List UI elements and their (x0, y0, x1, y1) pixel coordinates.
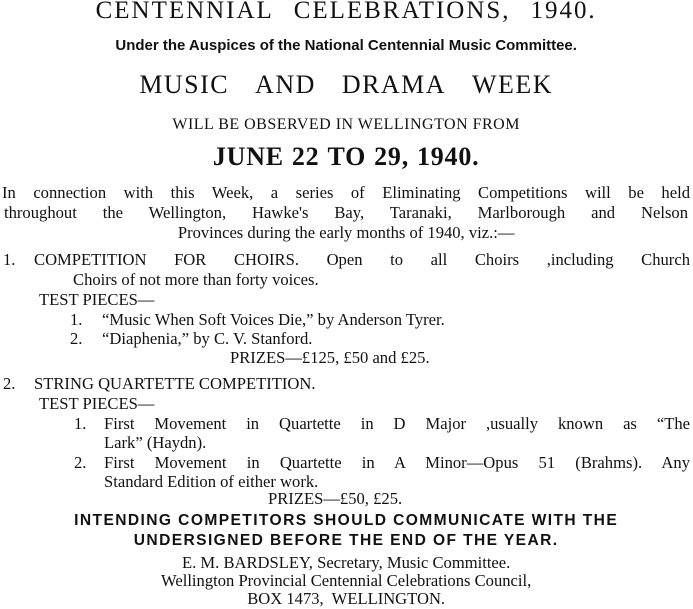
event-title (0, 70, 692, 100)
date-word: 29, (374, 142, 409, 171)
prizes-line: PRIZES—£50, £25. (268, 489, 403, 508)
test-piece: “Diaphenia,” by C. V. Stanford. (102, 329, 313, 348)
competition-number: 1. (3, 250, 16, 269)
main-title (0, 0, 692, 25)
observed-line: WILL BE OBSERVED IN WELLINGTON FROM (172, 116, 520, 133)
competition-title: COMPETITION FOR CHOIRS. Open to all Choirs ,including Church (34, 250, 690, 269)
title-word: CENTENNIAL (95, 0, 274, 24)
test-piece: First Movement in Quartette in D Major ,usually known as “The (104, 414, 690, 433)
date-word: 22 (291, 142, 320, 171)
competition-title-continued: Choirs of not more than forty voices. (73, 270, 319, 289)
test-piece: First Movement in Quartette in A Minor—Opus 51 (Brahms). Any (104, 453, 690, 472)
auspices-line: Under the Auspices of the National Centennial Music Committee. (115, 37, 577, 54)
prizes-line: PRIZES—£125, £50 and £25. (230, 348, 430, 367)
title-word: CELEBRATIONS, (293, 0, 511, 24)
competition-number: 2. (3, 374, 16, 393)
intro-line: In connection with this Week, a series of Eliminating Competitions will be held (2, 183, 690, 202)
test-piece-continued: Lark” (Haydn). (104, 433, 207, 452)
test-pieces-label: TEST PIECES— (39, 290, 155, 309)
piece-number: 2. (74, 453, 87, 472)
event-word: AND (255, 70, 316, 99)
piece-number: 1. (70, 310, 83, 329)
intro-line: Provinces during the early months of 1940, viz.:— (177, 223, 515, 242)
title-word: 1940. (530, 0, 597, 24)
notice-line: INTENDING COMPETITORS SHOULD COMMUNICATE WITH THE (74, 512, 619, 529)
piece-number: 1. (74, 414, 87, 433)
test-piece: “Music When Soft Voices Die,” by Anderson Tyrer. (102, 310, 445, 329)
date-word: JUNE (212, 142, 284, 171)
intro-line: throughout the Wellington, Hawke's Bay, Taranaki, Marlborough and Nelson (4, 203, 688, 222)
test-piece-continued: Standard Edition of either work. (104, 472, 319, 491)
notice-line: UNDERSIGNED BEFORE THE END OF THE YEAR. (133, 532, 559, 549)
date-word: TO (327, 142, 367, 171)
event-word: MUSIC (139, 70, 230, 99)
event-date (0, 142, 692, 172)
address-line: BOX 1473, WELLINGTON. (247, 589, 446, 608)
date-word: 1940. (416, 142, 480, 171)
event-word: DRAMA (341, 70, 447, 99)
piece-number: 2. (70, 329, 83, 348)
secretary-line: E. M. BARDSLEY, Secretary, Music Committee. (182, 553, 511, 572)
competition-title: STRING QUARTETTE COMPETITION. (34, 374, 316, 393)
test-pieces-label: TEST PIECES— (39, 394, 155, 413)
event-word: WEEK (471, 70, 553, 99)
organization-line: Wellington Provincial Centennial Celebrations Council, (161, 571, 532, 590)
